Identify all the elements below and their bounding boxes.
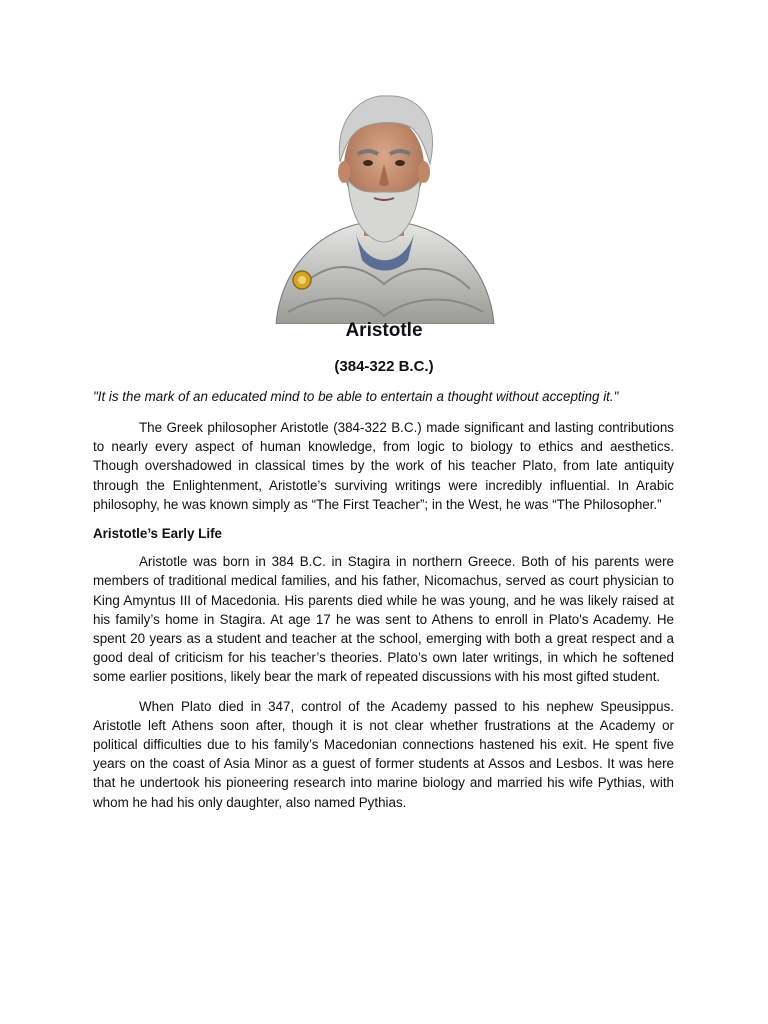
lifespan-dates: (384-322 B.C.): [334, 358, 434, 375]
intro-paragraph: The Greek philosopher Aristotle (384-322 B.C.) made significant and lasting contributions to nearly every aspect of human knowledge, from logic to biology to ethics and aesthetics. Though overshadowed in classical times by the work of his teacher Plato, from late antiquity through the Enlightenment, Aristotle’s surviving writings were incredibly influential. In Arabic philosophy, he was known simply as “The First Teacher”; in the West, he was “The Philosopher.”: [93, 420, 674, 512]
document-body: [93, 418, 674, 822]
document-title: Aristotle: [345, 320, 423, 341]
section-heading: Aristotle’s Early Life: [93, 526, 222, 542]
aristotle-portrait: [258, 84, 510, 324]
later-life-paragraph: When Plato died in 347, control of the Academy passed to his nephew Speusippus. Aristotle left Athens soon after, though it is not clear whether frustrations at the Academy or political difficulties due to his family’s Macedonian connections hastened his exit. He spent five years on the coast of Asia Minor as a guest of former students at Assos and Lesbos. It was here that he undertook his pioneering research into marine biology and married his wife Pythias, with whom he had his only daughter, also named Pythias.: [93, 698, 674, 810]
early-life-paragraph: Aristotle was born in 384 B.C. in Stagira in northern Greece. Both of his parents were members of traditional medical families, and his father, Nicomachus, served as court physician to King Amyntus III of Macedonia. His parents died while he was young, and he was likely raised at his family’s home in Stagira. At age 17 he was sent to Athens to enroll in Plato's Academy. He spent 20 years as a student and teacher at the school, emerging with both a great respect and a good deal of criticism for his teacher’s theories. Plato’s own later writings, in which he softened some earlier positions, likely bear the mark of repeated discussions with his most gifted student.: [93, 554, 674, 685]
quote: "It is the mark of an educated mind to be able to entertain a thought without accepting it.": [93, 389, 619, 404]
